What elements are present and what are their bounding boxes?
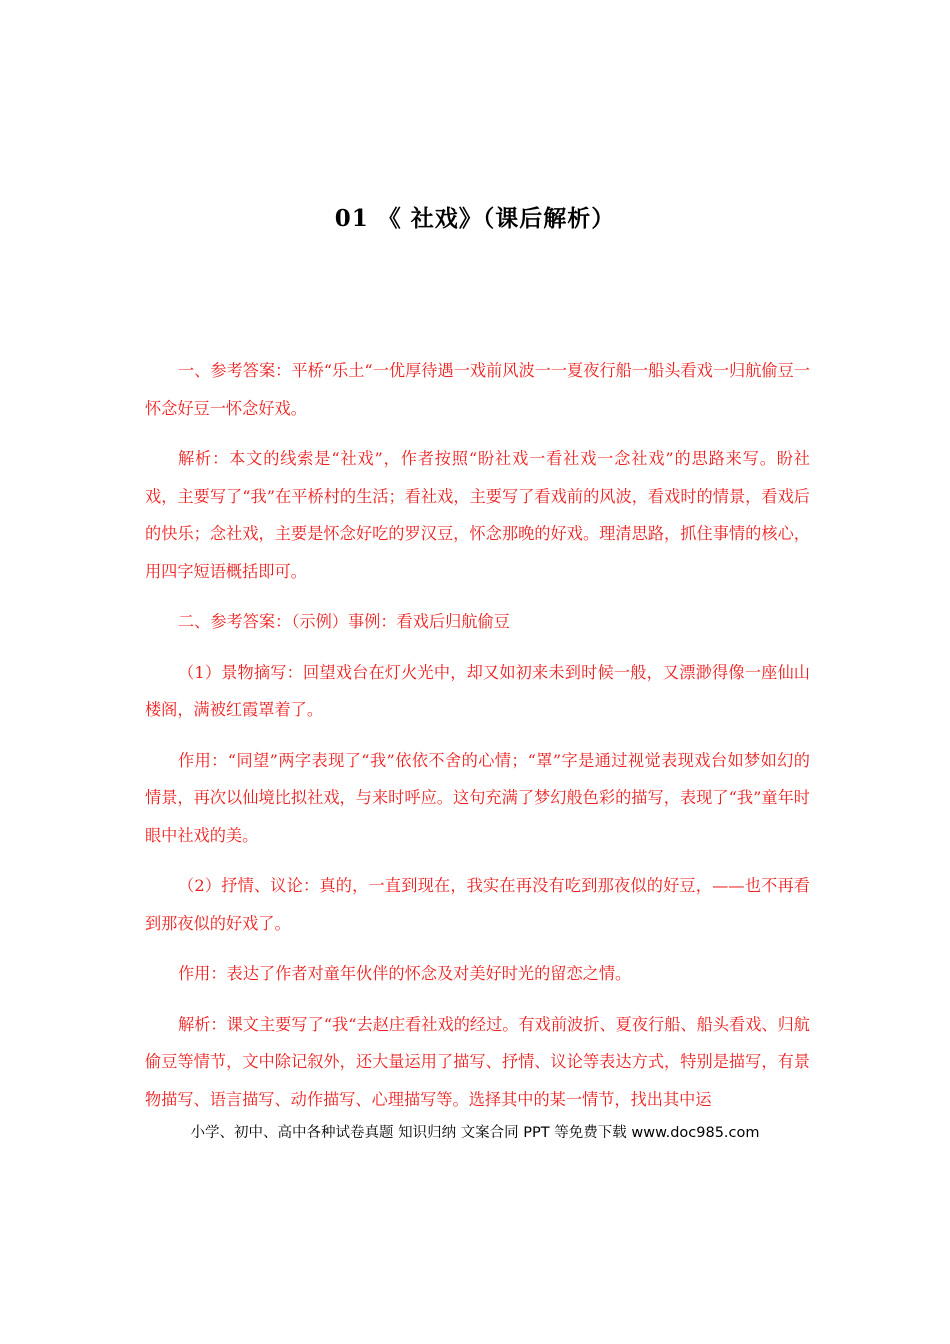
scenery-effect-paragraph: 作用：“同望”两字表现了“我”依依不舍的心情；“罩”字是通过视觉表现戏台如梦如幻的情景，再次以仙境比拟社戏，与来时呼应。这句充满了梦幻般色彩的描写，表现了“我”童年时眼中社戏的美。 [145,750,810,845]
analysis-one-paragraph: 解析：本文的线索是“社戏”，作者按照“盼社戏一看社戏一念社戏”的思路来写。盼社戏，主要写了“我”在平桥村的生活；看社戏，主要写了看戏前的风波，看戏时的情景，看戏后的快乐；念社戏，主要是怀念好吃的罗汉豆，怀念那晚的好戏。理清思路，抓住事情的核心，用四字短语概括即可。 [145,449,810,581]
scenery-excerpt-paragraph: （1）景物摘写：回望戏台在灯火光中，却又如初来未到时候一般，又漂渺得像一座仙山楼阁，满被红霞罩着了。 [145,662,810,719]
page-footer: 小学、初中、高中各种试卷真题 知识归纳 文案合同 PPT 等免费下载 www.doc985.com [190,1125,760,1141]
document-body [145,352,810,1131]
lyric-effect-paragraph: 作用：表达了作者对童年伙伴的怀念及对美好时光的留恋之情。 [178,964,632,983]
answer-two-paragraph: 二、参考答案：（示例）事例：看戏后归航偷豆 [178,612,510,631]
document-title: 01 《 社戏》（课后解析） [334,205,616,232]
lyric-excerpt-paragraph: （2）抒情、议论：真的，一直到现在，我实在再没有吃到那夜似的好豆，——也不再看到那夜似的好戏了。 [145,876,810,933]
answer-one-paragraph: 一、参考答案：平桥“乐土“一优厚待遇一戏前风波一一夏夜行船一船头看戏一归航偷豆一怀念好豆一怀念好戏。 [145,361,810,418]
analysis-two-paragraph: 解析：课文主要写了“我“去赵庄看社戏的经过。有戏前波折、夏夜行船、船头看戏、归航偷豆等情节，文中除记叙外，还大量运用了描写、抒情、议论等表达方式，特别是描写，有景物描写、语言描写、动作描写、心理描写等。选择其中的某一情节，找出其中运 [145,1014,810,1109]
